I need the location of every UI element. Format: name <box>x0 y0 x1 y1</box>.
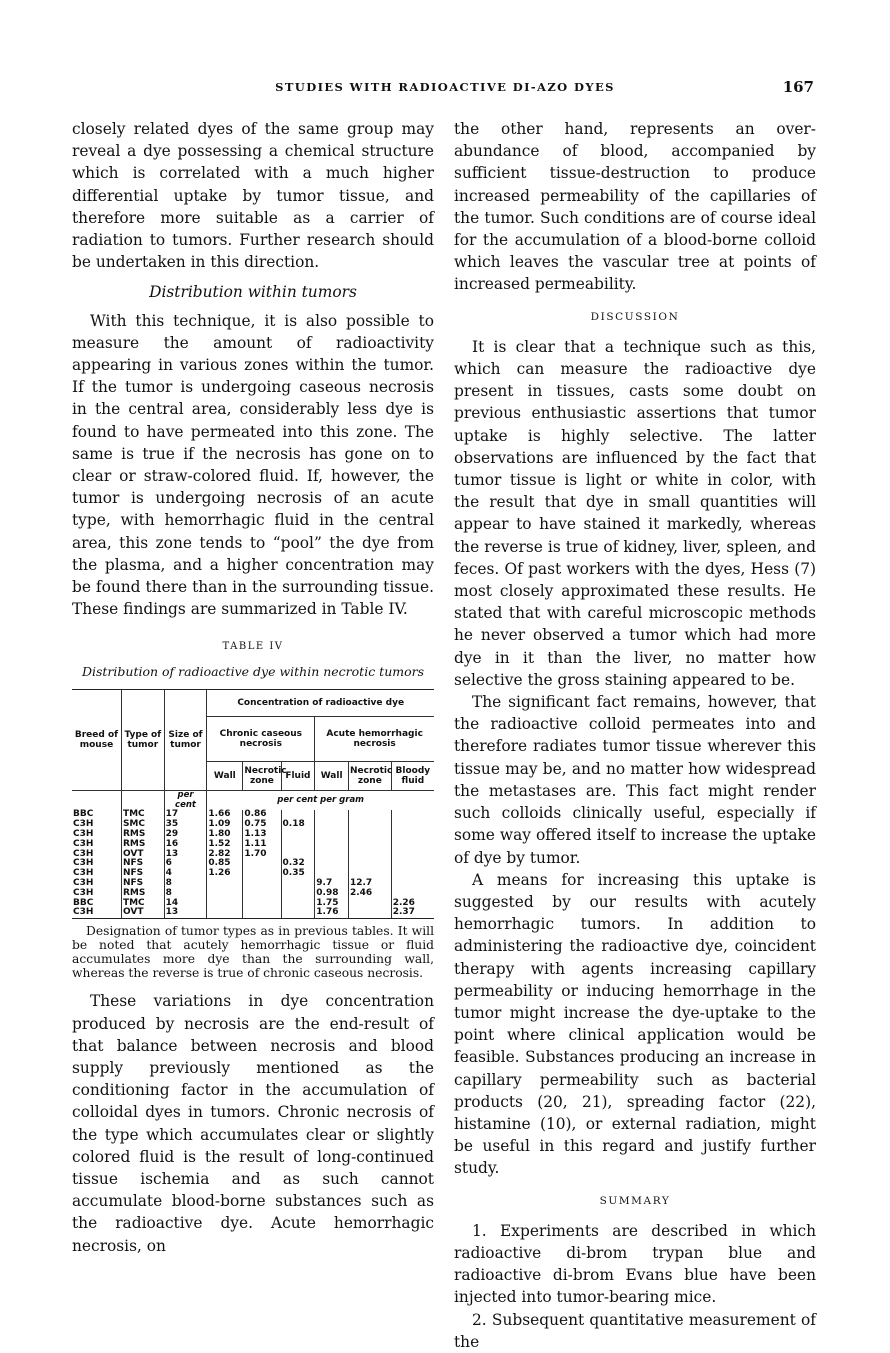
table-cell <box>281 879 315 889</box>
table-cell: 2.82 <box>207 850 243 860</box>
left-paragraph-2: With this technique, it is also possible to measure the amount of radioactivity appearing in various zones within the tumor. If the tumor is undergoing caseous necrosis in the central area, considerably less dye is found to have permeated into this zone. The same is true if the necrosis has gone on to clear or straw-colored fluid. If, however, the tumor is undergoing necrosis of an acute type, with hemorrhagic fluid in the central area, this zone tends to “pool” the dye from the plasma, and a higher concentration may be found there than in the surrounding tissue. These findings are summarized in Table IV. <box>72 311 434 619</box>
table-cell <box>315 850 349 860</box>
right-paragraph-1: the other hand, represents an over-abundance of blood, accompanied by sufficient tissue-destruction to produce increased permeability of the capillaries of the tumor. Such conditions are of course ideal for the accumulation of a blood-borne colloid which leaves the vascular tree at points of increased permeability. <box>454 120 816 294</box>
table-cell: 2.46 <box>348 889 391 899</box>
table-cell <box>281 899 315 909</box>
table-cell: 17 <box>164 810 207 820</box>
table-cell <box>348 850 391 860</box>
table-cell: NFS <box>121 879 164 889</box>
table-cell <box>207 879 243 889</box>
table-cell <box>315 820 349 830</box>
table-cell: OVT <box>121 850 164 860</box>
table-cell: C3H <box>73 868 94 879</box>
table-cell <box>315 830 349 840</box>
header-necrotic-zone-chronic: Necrotic zone <box>243 761 281 790</box>
table-cell <box>281 830 315 840</box>
table-cell <box>281 889 315 899</box>
table-cell <box>348 830 391 840</box>
table-cell: 12.7 <box>348 879 391 889</box>
table-cell: C3H <box>73 887 94 898</box>
table-cell <box>243 869 281 879</box>
table-caption: Distribution of radioactive dye within necrotic tumors <box>81 663 425 679</box>
unit-size: per cent <box>175 789 196 810</box>
table-cell: 0.75 <box>243 820 281 830</box>
table-cell <box>281 908 315 918</box>
table-body <box>72 790 434 918</box>
table-cell: TMC <box>121 899 164 909</box>
table-cell: TMC <box>121 810 164 820</box>
table-cell: 9.7 <box>315 879 349 889</box>
right-paragraph-4: A means for increasing this uptake is suggested by our results with acutely hemorrhagic tumors. In addition to administering the radioactive dye, coincident therapy with agents increasing capillary permeability or inducing hemorrhage in the tumor might increase the dye-uptake to the point where clinical application would be feasible. Substances producing an increase in capillary permeability such as bacterial products (20, 21), spreading factor (22), histamine (10), or external radiation, might be useful in this regard and justify further study. <box>454 870 816 1178</box>
table-cell <box>207 908 243 918</box>
section-heading-summary: SUMMARY <box>599 1194 671 1207</box>
section-heading-discussion: DISCUSSION <box>590 310 680 323</box>
table-cell: 0.18 <box>281 820 315 830</box>
table-cell: C3H <box>73 819 94 830</box>
table-cell <box>348 840 391 850</box>
left-column <box>72 118 434 1257</box>
table-cell: C3H <box>73 838 94 849</box>
section-heading-distribution: Distribution within tumors <box>149 283 357 302</box>
right-paragraph-3: The significant fact remains, however, that the radioactive colloid permeates into and therefore radiates tumor tissue wherever this tissue may be, and no matter how widespread the metastases are. This fact might render such colloids clinically useful, especially if some way offered itself to increase the uptake of dye by tumor. <box>454 693 816 867</box>
table-cell: 1.75 <box>315 899 349 909</box>
header-acute: Acute hemorrhagic necrosis <box>315 716 434 761</box>
table-cell: 2.37 <box>391 908 434 918</box>
table-cell: 8 <box>164 879 207 889</box>
table-cell: 4 <box>164 869 207 879</box>
summary-item-1: 1. Experiments are described in which radioactive di-brom trypan blue and radioactive di-brom Evans blue have been injected into tumor-bearing mice. <box>454 1221 816 1307</box>
table-cell: 1.66 <box>207 810 243 820</box>
table-cell: 16 <box>164 840 207 850</box>
table-cell <box>348 810 391 820</box>
right-paragraph-2: It is clear that a technique such as this, which can measure the radioactive dye present in tissues, casts some doubt on previous enthusiastic assertions that tumor uptake is highly selective. The latter observations are influenced by the fact that tumor tissue is light or white in color, with the result that dye in small quantities will appear to have stained it markedly, whereas the reverse is true of kidney, liver, spleen, and feces. Of past workers with the dyes, Hess (7) most closely approximated these results. He stated that with careful microscopic methods he never observed a tumor which had more dye in it than the liver, no matter how selective the gross staining appeared to be. <box>454 337 816 689</box>
left-paragraph-3: These variations in dye concentration produced by necrosis are the end-result of that balance between necrosis and blood supply previously mentioned as the conditioning factor in the accumulation of colloidal dyes in tumors. Chronic necrosis of the type which accumulates clear or slightly colored fluid is the result of long-continued tissue ischemia and as such cannot accumulate blood-borne substances such as the radioactive dye. Acute hemorrhagic necrosis, on <box>72 992 434 1255</box>
table-cell: 1.11 <box>243 840 281 850</box>
right-column <box>454 118 816 1353</box>
table-cell: 13 <box>164 850 207 860</box>
header-size: Size of tumor <box>164 689 207 790</box>
header-concentration: Concentration of radioactive dye <box>207 689 434 716</box>
table-cell <box>315 859 349 869</box>
table-cell <box>391 879 434 889</box>
table-cell <box>348 820 391 830</box>
table-cell: C3H <box>73 878 94 889</box>
table-cell: 6 <box>164 859 207 869</box>
table-cell: RMS <box>121 840 164 850</box>
table-cell <box>391 850 434 860</box>
table-cell: RMS <box>121 889 164 899</box>
table-cell <box>348 908 391 918</box>
table-cell: 0.98 <box>315 889 349 899</box>
table-cell: NFS <box>121 859 164 869</box>
table-cell: 2.26 <box>391 899 434 909</box>
table-cell: 0.35 <box>281 869 315 879</box>
table-cell: OVT <box>121 908 164 918</box>
header-fluid: Fluid <box>281 761 315 790</box>
header-wall-chronic: Wall <box>207 761 243 790</box>
table-cell: 13 <box>164 908 207 918</box>
table-row <box>72 908 434 918</box>
header-chronic: Chronic caseous necrosis <box>207 716 315 761</box>
left-paragraph-1: closely related dyes of the same group may reveal a dye possessing a chemical structure which is correlated with a much higher differential uptake by tumor tissue, and therefore more suitable as a carrier of radiation to tumors. Further research should be undertaken in this direction. <box>72 120 434 272</box>
table-cell: 1.76 <box>315 908 349 918</box>
table-cell <box>391 830 434 840</box>
table-cell: C3H <box>73 858 94 869</box>
table-cell: C3H <box>73 829 94 840</box>
table-cell <box>207 889 243 899</box>
table-cell: 1.09 <box>207 820 243 830</box>
table-cell: 0.32 <box>281 859 315 869</box>
table-cell: BBC <box>73 809 94 820</box>
table-note: Designation of tumor types as in previous tables. It will be noted that acutely hemorrhagic tissue or fluid accumulates more dye than the surrounding wall, whereas the reverse is true of chronic caseous necrosis. <box>72 924 434 980</box>
table-cell <box>391 840 434 850</box>
header-breed: Breed of mouse <box>72 689 121 790</box>
table-cell <box>391 869 434 879</box>
table-cell: 1.13 <box>243 830 281 840</box>
table-cell <box>243 879 281 889</box>
table-cell <box>243 859 281 869</box>
unit-concentration: per cent per gram <box>277 794 365 805</box>
summary-item-2: 2. Subsequent quantitative measurement of the <box>454 1310 816 1351</box>
header-wall-acute: Wall <box>315 761 349 790</box>
running-head: STUDIES WITH RADIOACTIVE DI-AZO DYES <box>275 80 615 94</box>
table-cell: RMS <box>121 830 164 840</box>
table-cell <box>243 899 281 909</box>
table-cell <box>348 899 391 909</box>
table-cell <box>391 810 434 820</box>
table-cell: 1.80 <box>207 830 243 840</box>
table-cell: C3H <box>73 848 94 859</box>
table-cell: 0.86 <box>243 810 281 820</box>
table-cell: NFS <box>121 869 164 879</box>
table-cell: C3H <box>72 908 121 918</box>
table-cell <box>243 889 281 899</box>
table-cell: 14 <box>164 899 207 909</box>
table-cell <box>207 899 243 909</box>
table-cell <box>391 859 434 869</box>
table-cell <box>315 810 349 820</box>
table-cell <box>315 840 349 850</box>
header-bloody-fluid: Bloody fluid <box>391 761 434 790</box>
table-cell: 0.85 <box>207 859 243 869</box>
header-type: Type of tumor <box>121 689 164 790</box>
table-cell: 35 <box>164 820 207 830</box>
table-cell: 1.52 <box>207 840 243 850</box>
table-cell: BBC <box>73 897 94 908</box>
table-cell: 8 <box>164 889 207 899</box>
table-cell: SMC <box>121 820 164 830</box>
table-iv <box>72 689 434 919</box>
table-cell: 1.26 <box>207 869 243 879</box>
table-cell <box>348 859 391 869</box>
header-necrotic-zone-acute: Necrotic zone <box>348 761 391 790</box>
table-cell <box>243 908 281 918</box>
table-cell <box>281 840 315 850</box>
page-number: 167 <box>782 78 814 96</box>
table-label: TABLE IV <box>222 641 284 653</box>
table-cell: 1.70 <box>243 850 281 860</box>
table-cell: 29 <box>164 830 207 840</box>
table-cell <box>391 820 434 830</box>
